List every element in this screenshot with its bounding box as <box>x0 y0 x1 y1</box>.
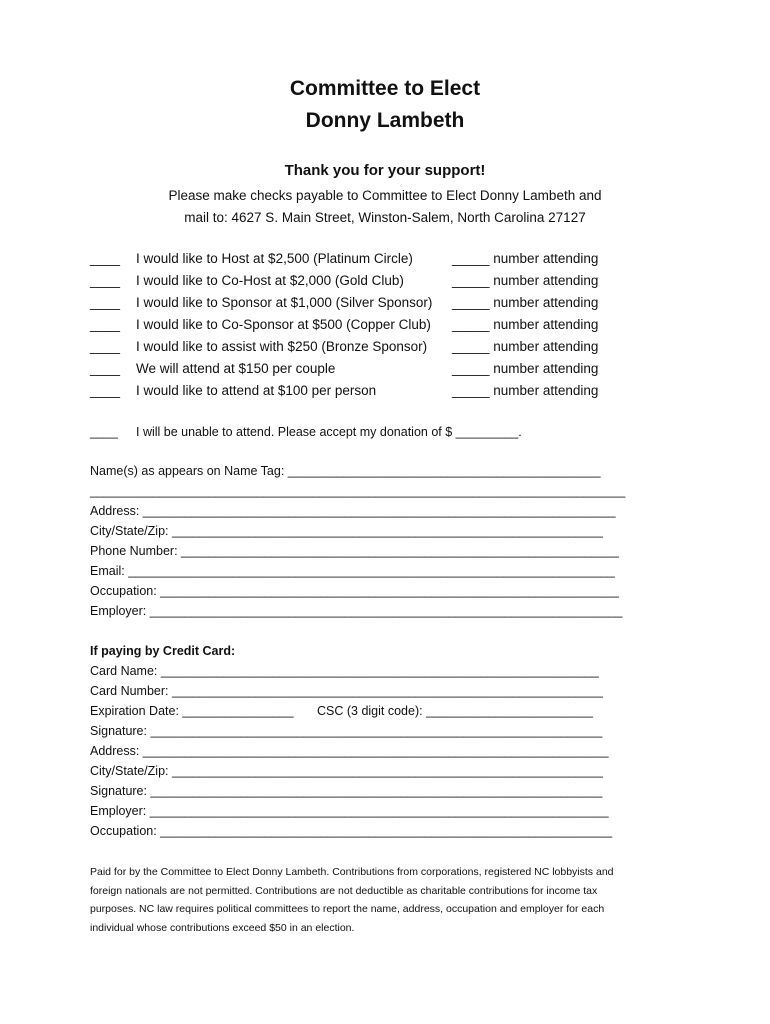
name-tag-field-continued[interactable]: _____________________________________________________________________________ <box>90 484 626 498</box>
checkbox-blank[interactable]: ____ <box>90 361 121 376</box>
option-label: We will attend at $150 per couple <box>136 361 336 376</box>
card-employer-field[interactable]: Employer: __________________________________________________________________ <box>90 804 609 818</box>
number-attending-field[interactable]: _____ number attending <box>452 383 599 398</box>
number-attending-field[interactable]: _____ number attending <box>452 251 599 266</box>
credit-card-heading: If paying by Credit Card: <box>90 644 236 658</box>
checkbox-blank[interactable]: ____ <box>90 339 121 354</box>
option-label: I would like to assist with $250 (Bronze Sponsor) <box>136 339 428 354</box>
number-attending-field[interactable]: _____ number attending <box>452 273 599 288</box>
email-field[interactable]: Email: ______________________________________________________________________ <box>90 564 615 578</box>
option-label: I would like to Sponsor at $1,000 (Silver Sponsor) <box>136 295 433 310</box>
option-label: I would like to attend at $100 per person <box>136 383 377 398</box>
expiration-row <box>90 704 593 718</box>
disclaimer-line-1: Paid for by the Committee to Elect Donny Lambeth. Contributions from corporations, registered NC lobbyists and <box>90 866 614 878</box>
address-field[interactable]: Address: ____________________________________________________________________ <box>90 504 616 518</box>
number-attending-field[interactable]: _____ number attending <box>452 361 599 376</box>
expiration-date-field[interactable]: Expiration Date: ________________ <box>90 704 294 718</box>
occupation-field[interactable]: Occupation: __________________________________________________________________ <box>90 584 620 598</box>
phone-number-field[interactable]: Phone Number: _______________________________________________________________ <box>90 544 619 558</box>
card-occupation-field[interactable]: Occupation: _________________________________________________________________ <box>90 824 613 838</box>
city-state-zip-field[interactable]: City/State/Zip: ______________________________________________________________ <box>90 524 603 538</box>
disclaimer <box>90 863 690 937</box>
employer-field[interactable]: Employer: ____________________________________________________________________ <box>90 604 623 618</box>
card-number-field[interactable]: Card Number: ______________________________________________________________ <box>90 684 603 698</box>
signature-field[interactable]: Signature: _________________________________________________________________ <box>90 724 603 738</box>
number-attending-field[interactable]: _____ number attending <box>452 295 599 310</box>
donation-label[interactable]: I will be unable to attend. Please accept my donation of $ _________. <box>136 425 522 439</box>
number-attending-field[interactable]: _____ number attending <box>452 339 599 354</box>
option-label: I would like to Host at $2,500 (Platinum Circle) <box>136 251 413 266</box>
disclaimer-line-3: purposes. NC law requires political committees to report the name, address, occupation and employer for each <box>90 903 605 915</box>
instructions-line-1: Please make checks payable to Committee to Elect Donny Lambeth and <box>168 188 602 203</box>
checkbox-blank[interactable]: ____ <box>90 273 121 288</box>
thank-you-heading: Thank you for your support! <box>284 162 486 179</box>
checkbox-blank[interactable]: ____ <box>90 425 118 439</box>
title-line-2: Donny Lambeth <box>305 109 465 132</box>
option-label: I would like to Co-Sponsor at $500 (Copper Club) <box>136 317 431 332</box>
checkbox-blank[interactable]: ____ <box>90 251 121 266</box>
checkbox-blank[interactable]: ____ <box>90 295 121 310</box>
title-line-1: Committee to Elect <box>289 77 481 100</box>
number-attending-field[interactable]: _____ number attending <box>452 317 599 332</box>
instructions-line-2: mail to: 4627 S. Main Street, Winston-Salem, North Carolina 27127 <box>184 210 586 225</box>
signature-field-2[interactable]: Signature: _________________________________________________________________ <box>90 784 603 798</box>
card-address-field[interactable]: Address: ___________________________________________________________________ <box>90 744 609 758</box>
disclaimer-line-4: individual whose contributions exceed $50 in an election. <box>90 921 355 934</box>
card-name-field[interactable]: Card Name: _______________________________________________________________ <box>90 664 599 678</box>
option-label: I would like to Co-Host at $2,000 (Gold Club) <box>136 273 404 288</box>
card-city-state-zip-field[interactable]: City/State/Zip: ______________________________________________________________ <box>90 764 603 778</box>
checkbox-blank[interactable]: ____ <box>90 383 121 398</box>
disclaimer-line-2: foreign nationals are not permitted. Contributions are not deductible as charitable contributions for income tax <box>90 884 598 897</box>
checkbox-blank[interactable]: ____ <box>90 317 121 332</box>
csc-field[interactable]: CSC (3 digit code): ________________________ <box>317 704 593 718</box>
name-tag-field[interactable]: Name(s) as appears on Name Tag: _____________________________________________ <box>90 464 601 478</box>
